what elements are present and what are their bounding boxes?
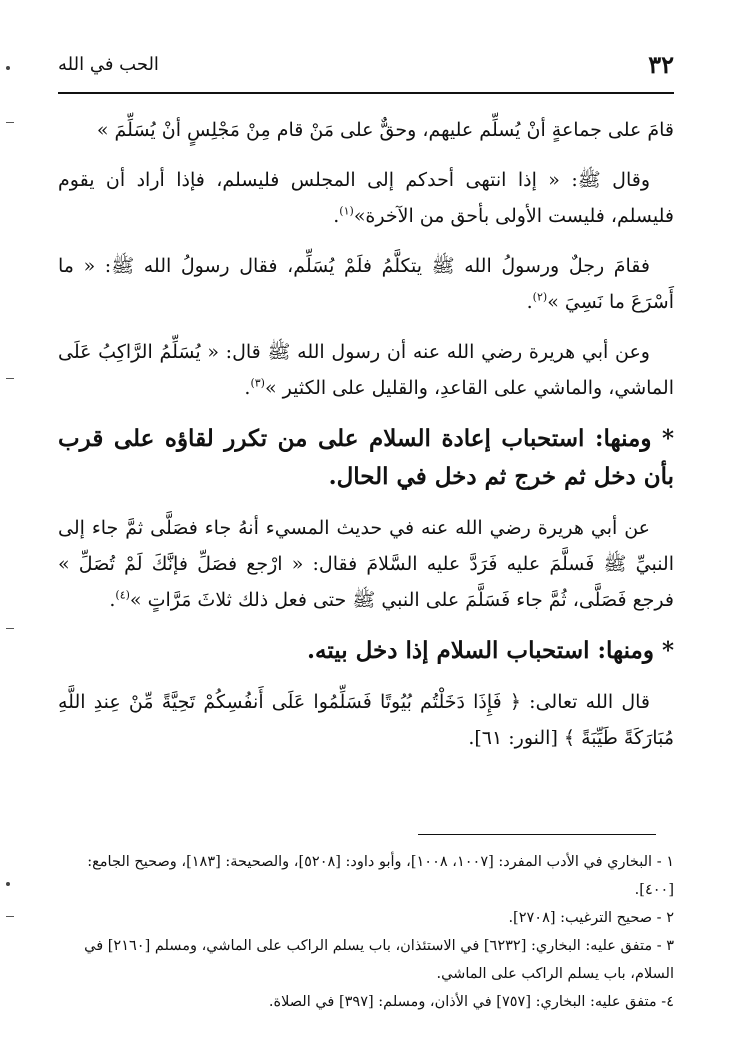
scan-margin-mark bbox=[6, 882, 10, 886]
footnote-item: ١ - البخاري في الأدب المفرد: [١٠٠٧، ١٠٠٨]، وأبو داود: [٥٢٠٨]، والصحيحة: [١٨٣]، وصحيح الجامع: [٤٠٠]. bbox=[87, 854, 674, 898]
footnote-rule bbox=[418, 834, 656, 835]
footnote-ref: (١) bbox=[339, 204, 354, 218]
paragraph-quran-verse: قال الله تعالى: ﴿ فَإِذَا دَخَلْتُم بُيُوتًا فَسَلِّمُوا عَلَى أَنفُسِكُمْ تَحِيَّةً مِّنْ عِندِ اللَّهِ مُبَارَكَةً طَيِّبَةً ﴾ [النور: ٦١]. bbox=[58, 691, 674, 749]
footnote-item: ٣ - متفق عليه: البخاري: [٦٢٣٢] في الاستئذان، باب يسلم الراكب على الماشي، ومسلم [٢١٦٠] في السلام، باب يسلم الراكب على الماشي. bbox=[84, 938, 674, 982]
scan-margin-mark bbox=[6, 122, 14, 123]
page-body bbox=[58, 112, 674, 770]
scan-margin-mark bbox=[6, 916, 14, 917]
paragraph-hadith-musi: عن أبي هريرة رضي الله عنه في حديث المسيء أنهُ جاء فصَلَّى ثمَّ جاء إلى النبيِّ ﷺ فَسلَّمَ عليه فَرَدَّ عليه السَّلامَ فقال: « ارْجع فصَلِّ فإنَّكَ لَمْ تُصَلِّ » فرجع فَصَلَّى، ثُمَّ جاء فَسَلَّمَ على النبي ﷺ حتى فعل ذلك ثلاثَ مَرَّاتٍ »$^{(٤)}$. bbox=[58, 517, 674, 611]
paragraph-hadith-majlis: وقال ﷺ: « إذا انتهى أحدكم إلى المجلس فليسلم، فإذا أراد أن يقوم فليسلم، فليست الأولى بأحق من الآخرة»$^{(١)}$. bbox=[58, 169, 674, 227]
footnote-ref: (٣) bbox=[250, 376, 265, 390]
running-title: الحب في الله bbox=[58, 54, 159, 75]
paragraph-text: وقال ﷺ: « إذا انتهى أحدكم إلى المجلس فليسلم، فإذا أراد أن يقوم فليسلم، فليست الأولى بأحق من الآخرة» bbox=[58, 169, 674, 227]
page-number: ٣٢ bbox=[648, 50, 674, 79]
footnote-ref: (٢) bbox=[532, 290, 548, 304]
paragraph-hadith-continuation bbox=[58, 112, 674, 148]
scan-margin-mark bbox=[6, 378, 14, 379]
section-heading-repeat-salam: * ومنها: استحباب إعادة السلام على من تكرر لقاؤه على قرب بأن دخل ثم خرج ثم دخل في الحال. bbox=[58, 425, 674, 490]
footnote-item: ٤- متفق عليه: البخاري: [٧٥٧] في الأذان، ومسلم: [٣٩٧] في الصلاة. bbox=[268, 994, 674, 1010]
footnotes bbox=[58, 848, 674, 1016]
paragraph-hadith-nasiya: فقامَ رجلٌ ورسولُ الله ﷺ يتكلَّمُ فلَمْ يُسَلِّم، فقال رسولُ الله ﷺ: « ما أَسْرَعَ ما نَسِيَ »$^{(٢)}$. bbox=[58, 255, 674, 313]
paragraph-text: فقامَ رجلٌ ورسولُ الله ﷺ يتكلَّمُ فلَمْ يُسَلِّم، فقال رسولُ الله ﷺ: « ما أَسْرَعَ ما نَسِيَ » bbox=[58, 255, 674, 313]
paragraph-text: وعن أبي هريرة رضي الله عنه أن رسول الله ﷺ قال: « يُسَلِّمُ الرَّاكِبُ عَلَى الماشي، والماشي على القاعدِ، والقليل على الكثير » bbox=[58, 341, 674, 399]
paragraph-text: قامَ على جماعةٍ أنْ يُسلِّم عليهم، وحقٌّ على مَنْ قام مِنْ مَجْلِسٍ أنْ يُسَلِّمَ » bbox=[96, 119, 674, 141]
header-rule bbox=[58, 92, 674, 94]
footnote-item: ٢ - صحيح الترغيب: [٢٧٠٨]. bbox=[508, 910, 674, 926]
paragraph-hadith-rakib: وعن أبي هريرة رضي الله عنه أن رسول الله ﷺ قال: « يُسَلِّمُ الرَّاكِبُ عَلَى الماشي، والماشي على القاعدِ، والقليل على الكثير »$^{(٣)}$. bbox=[58, 341, 674, 399]
scan-margin-mark bbox=[6, 628, 14, 629]
paragraph-text: عن أبي هريرة رضي الله عنه في حديث المسيء أنهُ جاء فصَلَّى ثمَّ جاء إلى النبيِّ ﷺ فَسلَّمَ عليه فَرَدَّ عليه السَّلامَ فقال: « ارْجع فصَلِّ فإنَّكَ لَمْ تُصَلِّ » فرجع فَصَلَّى، ثُمَّ جاء فَسَلَّمَ على النبي ﷺ حتى فعل ذلك ثلاثَ مَرَّاتٍ » bbox=[58, 517, 674, 611]
scan-margin-mark bbox=[6, 66, 10, 70]
page-header bbox=[58, 46, 674, 86]
section-heading-home-salam: * ومنها: استحباب السلام إذا دخل بيته. bbox=[307, 637, 674, 664]
footnote-ref: (٤) bbox=[115, 588, 130, 602]
